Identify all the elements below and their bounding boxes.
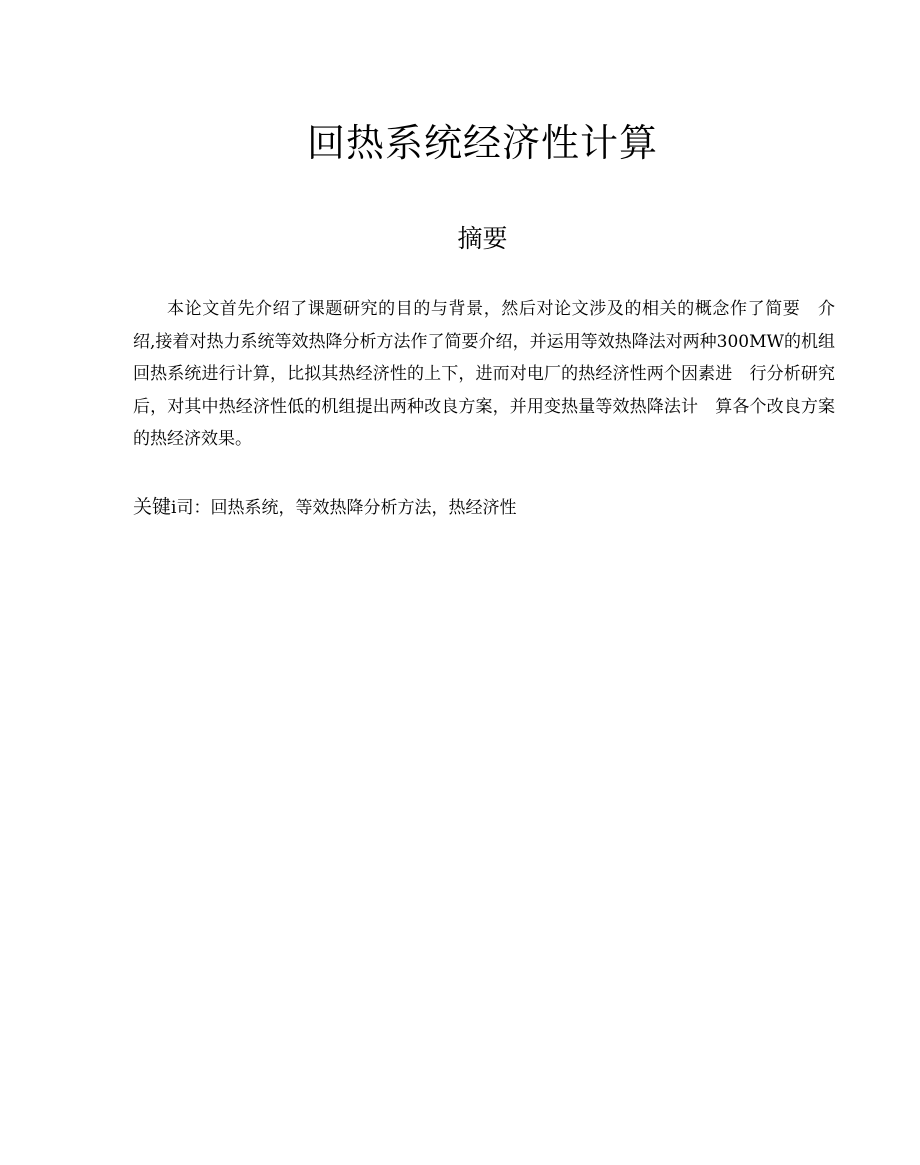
document-title: 回热系统经济性计算 <box>306 121 658 165</box>
keywords-text: i司：回热系统，等效热降分析方法，热经济性 <box>171 498 517 518</box>
keywords-line <box>133 492 835 523</box>
keywords-label: 关键 <box>133 496 172 518</box>
abstract-heading: 摘要 <box>457 224 508 253</box>
abstract-body: 本论文首先介绍了课题研究的目的与背景，然后对论文涉及的相关的概念作了简要 介绍,接着对热力系统等效热降分析方法作了简要介绍，并运用等效热降法对两种300MW的机组回热系统进行计算，比拟其热经济性的上下，进而对电厂的热经济性两个因素进 行分析研究后，对其中热经济性低的机组提出两种改良方案，并用变热量等效热降法计 算各个改良方案的热经济效果。 <box>133 299 835 449</box>
